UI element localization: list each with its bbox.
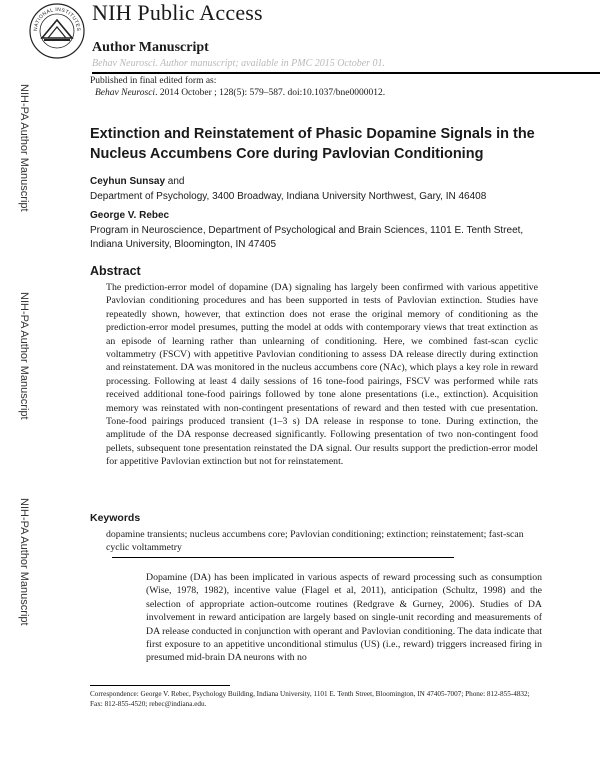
introduction-paragraph: Dopamine (DA) has been implicated in various aspects of reward processing such as consumption (Wise, 1978, 1982), incentive value (Flagel et al, 2011), anticipation (Schultz, 1998) and the selection of appropriate action-outcome routines (Redgrave & Gurney, 2006). Studies of DA involvement in reward anticipation are largely based on single-unit recording and measurements of DA release conducted in conjunction with operant and Pavlovian conditioning. The data indicate that first exposure to an appetitive unconditional stimulus (US) (i.e., reward) triggers increased firing in presumed mid-brain DA neurons with no	[146, 572, 542, 664]
sidebar-label-top: NIH-PA Author Manuscript	[18, 84, 30, 212]
author-conjunction: and	[165, 176, 185, 187]
author-affiliation-2: Program in Neuroscience, Department of Psychological and Brain Sciences, 1101 E. Tenth Street, Indiana University, Bloomington, IN 47405	[90, 225, 524, 250]
published-label: Published in final edited form as:	[90, 76, 217, 86]
availability-line: Behav Neurosci. Author manuscript; available in PMC 2015 October 01.	[92, 58, 386, 69]
footnote-divider	[90, 685, 230, 686]
author-line-1	[90, 176, 185, 187]
author-affiliation-1: Department of Psychology, 3400 Broadway, Indiana University Northwest, Gary, IN 46408	[90, 191, 487, 202]
abstract-heading: Abstract	[90, 264, 141, 278]
citation	[95, 88, 385, 98]
svg-text:NATIONAL INSTITUTES: NATIONAL INSTITUTES	[32, 6, 82, 32]
author-line-2	[90, 210, 169, 221]
nih-seal-logo	[28, 2, 86, 60]
citation-journal[interactable]: Behav Neurosci	[95, 88, 156, 98]
header-title: NIH Public Access	[92, 0, 263, 25]
keywords-heading: Keywords	[90, 512, 141, 524]
author-name: Ceyhun Sunsay	[90, 176, 166, 187]
paper-title: Extinction and Reinstatement of Phasic Dopamine Signals in the Nucleus Accumbens Core during Pavlovian Conditioning	[90, 126, 535, 162]
section-divider	[112, 557, 454, 558]
keywords-list: dopamine transients; nucleus accumbens core; Pavlovian conditioning; extinction; reinstatement; fast-scan cyclic voltammetry	[106, 529, 524, 553]
sidebar-label-middle: NIH-PA Author Manuscript	[18, 292, 30, 420]
author-name: George V. Rebec	[90, 210, 170, 221]
nih-header	[28, 2, 588, 76]
citation-details: . 2014 October ; 128(5): 579–587. doi:10.1037/bne0000012.	[155, 88, 386, 98]
header-subtitle: Author Manuscript	[92, 40, 209, 55]
correspondence-footnote: Correspondence: George V. Rebec, Psychology Building, Indiana University, 1101 E. Tenth Street, Bloomington, IN 47405-7007; Phone: 812-855-4832; Fax: 812-855-4520; rebec@indiana.edu.	[90, 690, 530, 708]
header-divider	[92, 72, 600, 74]
sidebar-label-bottom: NIH-PA Author Manuscript	[18, 498, 30, 626]
abstract-body: The prediction-error model of dopamine (DA) signaling has largely been confirmed with various appetitive Pavlovian conditioning procedures and has been supported in tests of Pavlovian extinction. Studies have repeatedly shown, however, that extinction does not erase the original memory of conditioning as the prediction-error model presumes, putting the model at odds with contemporary views that treat extinction as an episode of learning rather than unlearning of conditioning. Here, we combined fast-scan cyclic voltammetry (FSCV) with appetitive Pavlovian conditioning to assess DA release directly during extinction and reinstatement. DA was monitored in the nucleus accumbens core (NAc), which plays a key role in reward processing. Following at least 4 daily sessions of 16 tone-food pairings, FSCV was performed while rats received additional tone-food pairings followed by tone alone presentations (i.e., extinction). Acquisition memory was reinstated with non-contingent presentations of reward and then tested with cue presentation. Tone-food pairings produced transient (1–3 s) DA release in response to tone. During extinction, the amplitude of the DA response decreased significantly. Following presentation of two non-contingent food pellets, subsequent tone presentation reinstated the DA signal. Our results support the prediction-error model for appetitive Pavlovian extinction but not for reinstatement.	[106, 282, 538, 468]
